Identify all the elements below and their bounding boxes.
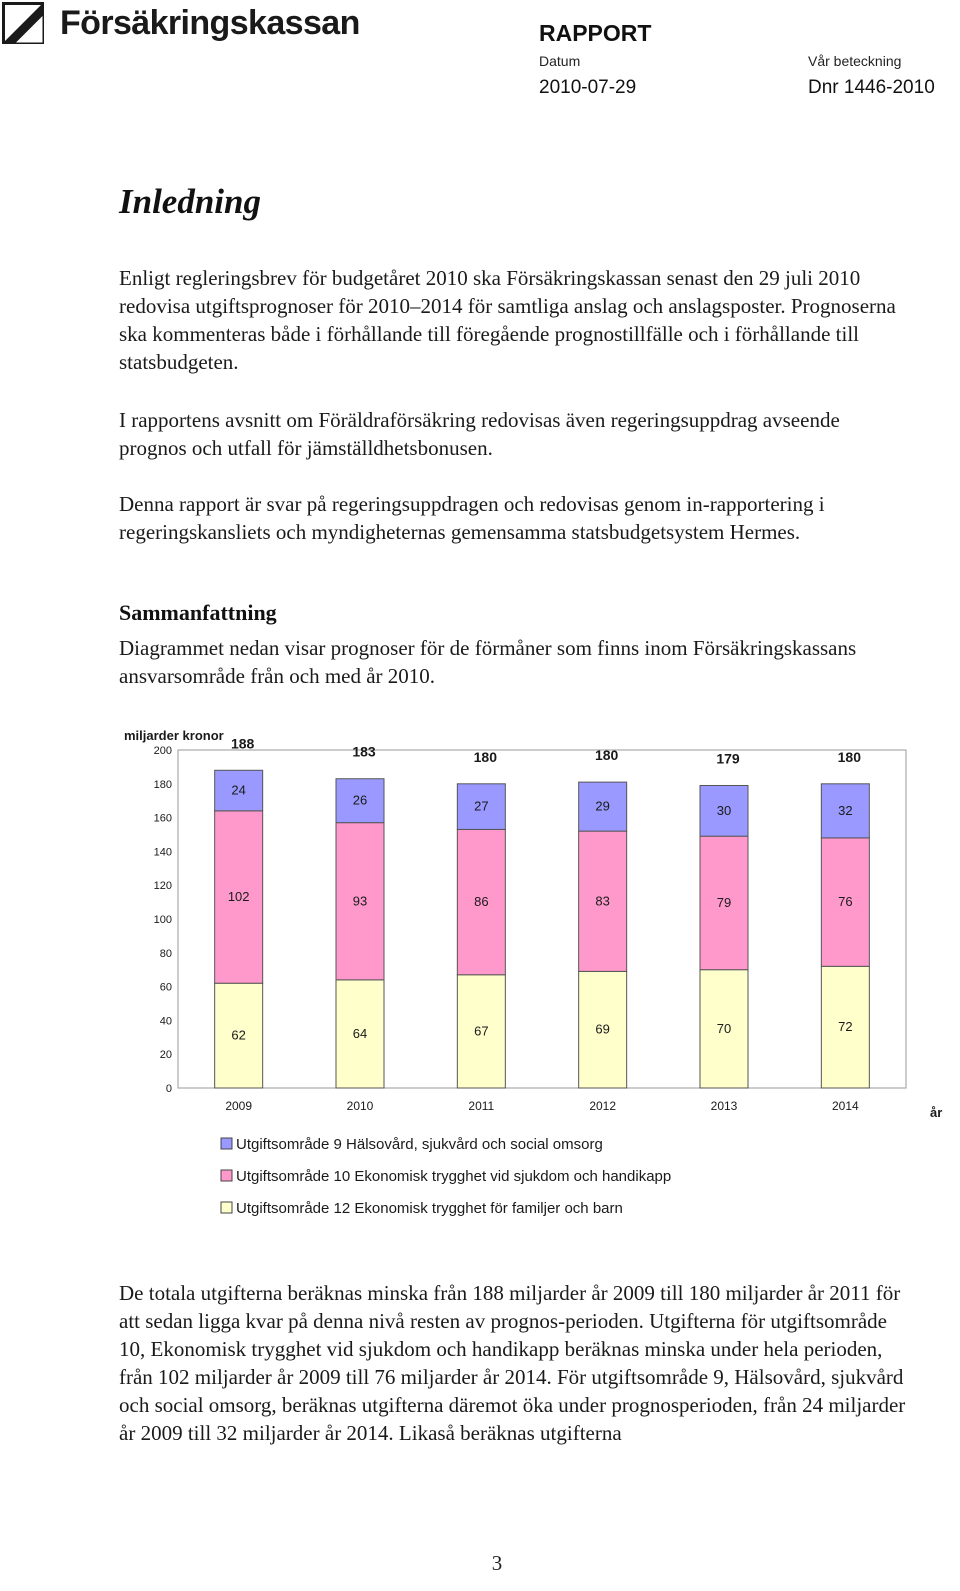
y-tick-label: 0 [165,1083,172,1095]
segment-value-label: 76 [838,894,853,910]
stacked-bar-chart [118,725,960,1245]
logo-mark-icon [2,2,44,44]
bar-total-label: 180 [594,747,619,764]
date-label: Datum [539,53,581,69]
date-value: 2010-07-29 [539,77,637,98]
legend-swatch [221,1170,232,1181]
y-axis-title: miljarder kronor [124,728,224,743]
logo [0,0,380,50]
segment-value-label: 32 [838,802,853,818]
segment-value-label: 102 [227,889,250,905]
y-tick-label: 100 [153,914,172,926]
closing-paragraph: De totala utgifterna beräknas minska från 188 miljarder år 2009 till 180 miljarder år 2011 för att sedan ligga kvar på denna nivå resten av prognos-perioden. Utgifterna för utgiftsområde 10, Ekonomisk trygghet vid sjukdom och handikapp beräknas minska under hela perioden, från 102 miljarder år 2009 till 76 miljarder år 2014. För utgiftsområde 9, Hälsovård, sjukvård och social omsorg, beräknas utgifterna däremot öka under prognosperioden, från 24 miljarder år 2009 till 32 miljarder år 2014. Likaså beräknas utgifterna [119,1281,906,1445]
x-tick-label: 2012 [589,1099,617,1113]
summary-heading: Sammanfattning [119,600,277,625]
segment-value-label: 70 [716,1020,732,1036]
y-tick-label: 120 [153,880,172,893]
bar-total-label: 180 [837,748,862,765]
logo-text: Försäkringskassan [60,4,360,42]
y-tick-label: 40 [159,1015,172,1028]
segment-value-label: 30 [716,802,732,818]
legend-label: Utgiftsområde 9 Hälsovård, sjukvård och social omsorg [236,1136,603,1153]
summary-intro: Diagrammet nedan visar prognoser för de förmåner som finns inom Försäkringskassans ansvarsområde från och med år 2010. [119,636,857,688]
segment-value-label: 67 [474,1023,489,1039]
reference-label: Vår beteckning [808,53,902,69]
bar-total-label: 188 [230,735,255,752]
x-tick-label: 2013 [710,1099,738,1113]
segment-value-label: 64 [352,1025,368,1041]
plot-frame [178,750,906,1088]
reference-value: Dnr 1446-2010 [808,77,935,98]
segment-value-label: 93 [352,893,368,909]
segment-value-label: 62 [231,1027,246,1043]
segment-value-label: 27 [474,798,489,814]
y-tick-label: 60 [159,981,172,994]
chart-svg [118,725,960,1245]
bar-total-label: 180 [473,748,498,765]
legend-label: Utgiftsområde 12 Ekonomisk trygghet för familjer och barn [236,1200,623,1217]
segment-value-label: 83 [595,893,610,909]
intro-paragraph-2: I rapportens avsnitt om Föräldraförsäkring redovisas även regeringsuppdrag avseende prognos och utfall för jämställdhetsbonusen. [119,408,840,460]
y-tick-label: 180 [153,778,172,791]
y-tick-label: 140 [153,846,172,859]
segment-value-label: 29 [595,798,610,814]
legend-label: Utgiftsområde 10 Ekonomisk trygghet vid sjukdom och handikapp [236,1168,672,1185]
intro-paragraph-3: Denna rapport är svar på regeringsuppdragen och redovisas genom in-rapportering i regeringskansliets och myndigheternas gemensamma statsbudgetsystem Hermes. [119,492,825,544]
intro-paragraph-1: Enligt regleringsbrev för budgetåret 2010 ska Försäkringskassan senast den 29 juli 2010 redovisa utgiftsprognoser för 2010–2014 för samtliga anslag och anslagsposter. Prognoserna ska kommenteras både i förhållande till föregående prognostillfälle och i förhållande till statsbudgeten. [119,266,896,374]
legend-swatch [221,1202,232,1213]
legend-swatch [221,1138,232,1149]
section-title: Inledning [119,182,261,221]
segment-value-label: 24 [231,782,246,798]
y-tick-label: 80 [159,947,172,960]
report-type: RAPPORT [539,20,652,46]
x-tick-label: 2014 [831,1099,859,1113]
x-tick-label: 2010 [346,1099,374,1113]
segment-value-label: 86 [474,894,489,910]
page-number: 3 [491,1551,503,1575]
x-axis-title: år [930,1105,943,1120]
segment-value-label: 26 [352,792,368,808]
segment-value-label: 69 [595,1021,610,1037]
x-tick-label: 2011 [468,1099,495,1113]
bar-total-label: 179 [716,750,740,767]
y-tick-label: 200 [153,745,172,757]
x-tick-label: 2009 [225,1099,253,1113]
bar-total-label: 183 [352,743,376,760]
segment-value-label: 72 [838,1019,853,1035]
y-tick-label: 160 [153,812,172,825]
y-tick-label: 20 [159,1049,172,1062]
segment-value-label: 79 [716,894,732,910]
